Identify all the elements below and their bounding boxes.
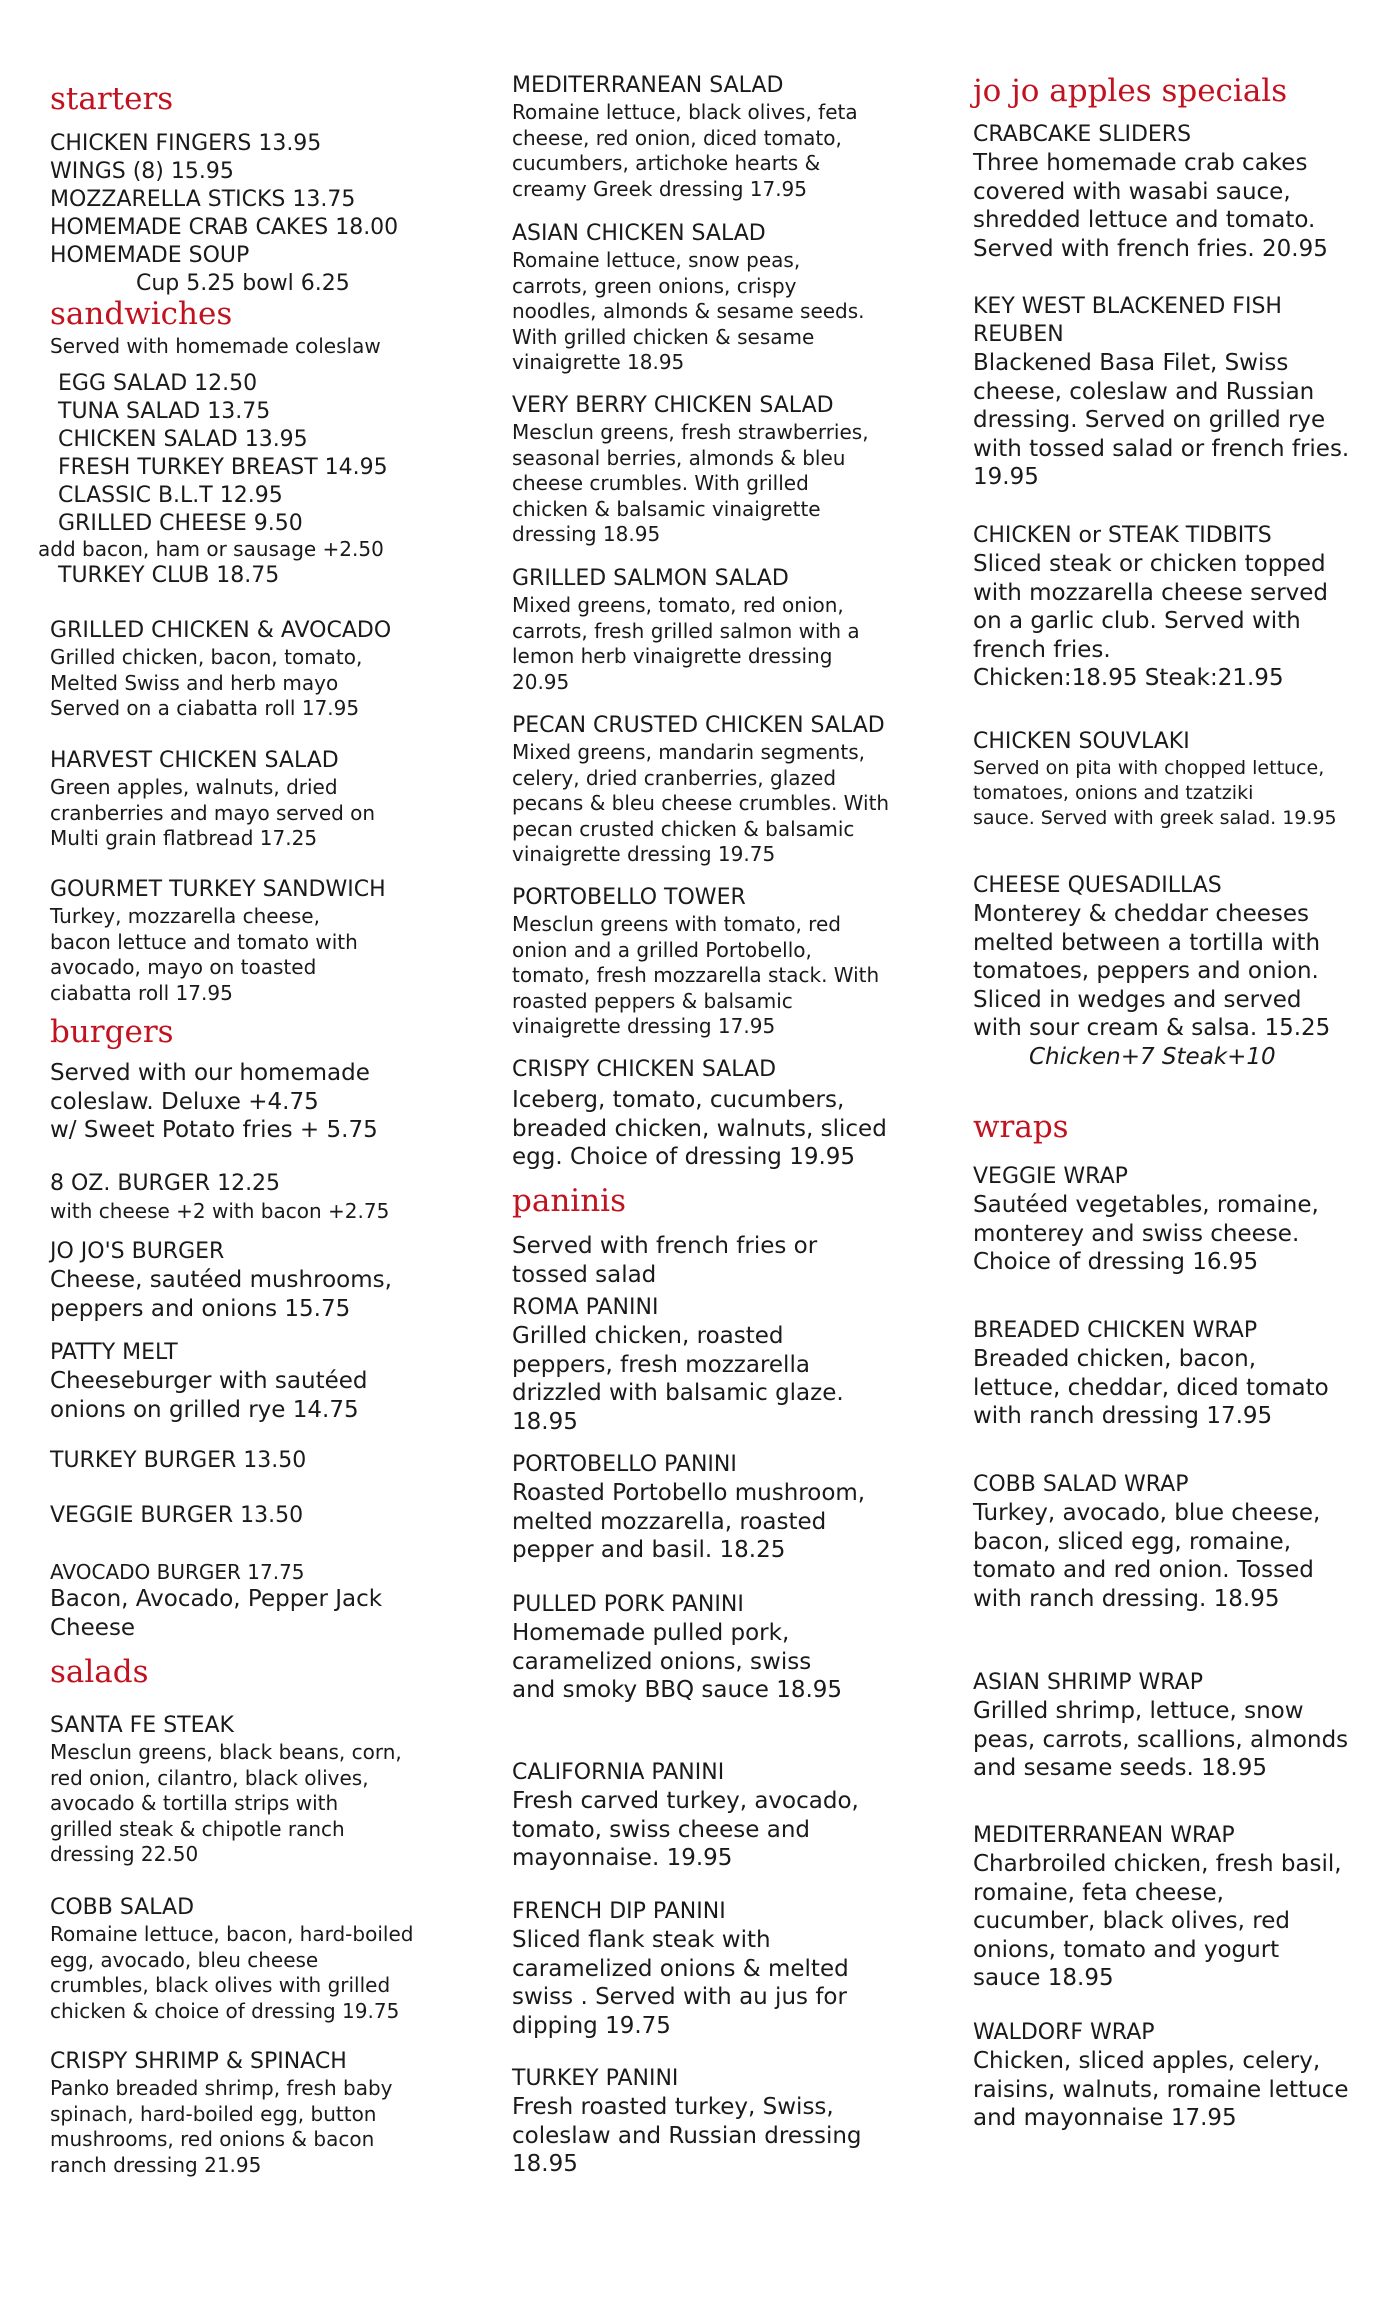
item-desc: celery, dried cranberries, glazed (512, 765, 837, 790)
item-desc: carrots, green onions, crispy (512, 273, 797, 298)
item-name: PATTY MELT (50, 1340, 178, 1365)
menu-item-mediterranean-salad (512, 72, 932, 202)
item-name: CRABCAKE SLIDERS (973, 122, 1192, 147)
soup-sizes: Cup 5.25 bowl 6.25 (136, 271, 350, 296)
item-desc: lemon herb vinaigrette dressing (512, 644, 833, 668)
item-name: VERY BERRY CHICKEN SALAD (512, 393, 834, 418)
item-desc: and mayonnaise 17.95 (973, 2105, 1237, 2131)
item-desc: Roasted Portobello mushroom, (512, 1480, 866, 1506)
item-desc: Chicken, sliced apples, celery, (973, 2048, 1321, 2074)
item-desc: pepper and basil. 18.25 (512, 1537, 786, 1563)
item-desc: tomato, fresh mozzarella stack. With (512, 963, 880, 987)
item-desc: with ranch dressing. 18.95 (973, 1585, 1280, 1612)
item-desc: cheese, coleslaw and Russian (973, 378, 1315, 405)
item-name: KEY WEST BLACKENED FISH (973, 294, 1282, 319)
item-desc: cucumber, black olives, red (973, 1908, 1290, 1934)
menu-item-chicken-souvlaki (973, 728, 1393, 831)
item-name: COBB SALAD WRAP (973, 1472, 1189, 1497)
item-desc: Mesclun greens, fresh strawberries, (512, 420, 869, 444)
item-desc: with ranch dressing 17.95 (973, 1403, 1273, 1429)
item-name: CHICKEN SOUVLAKI (973, 729, 1190, 754)
menu-item-turkey-club: TURKEY CLUB 18.75 (58, 563, 280, 588)
item-desc: Grilled chicken, bacon, tomato, (50, 645, 363, 669)
menu-item: EGG SALAD 12.50 (58, 371, 258, 396)
item-desc: avocado, mayo on toasted (50, 955, 317, 979)
item-desc: cheese crumbles. With grilled (512, 471, 809, 495)
item-name: GRILLED CHICKEN & AVOCADO (50, 618, 392, 643)
menu-item-cheese-quesadillas (973, 872, 1393, 1071)
item-desc: 18.95 (512, 2151, 578, 2177)
menu-item-pulled-pork-panini (512, 1591, 932, 1705)
item-desc: Romaine lettuce, bacon, hard-boiled (50, 1922, 414, 1946)
item-desc: Romaine lettuce, black olives, feta (512, 100, 858, 124)
item-desc: pecans & bleu cheese crumbles. With (512, 791, 890, 815)
intro-line: Served with our homemade (50, 1060, 370, 1086)
section-heading-specials: jo jo apples specials (973, 73, 1288, 109)
menu-item-waldorf-wrap (973, 2019, 1393, 2133)
item-desc: sauce 18.95 (973, 1965, 1114, 1991)
item-desc: onions, tomato and yogurt (973, 1936, 1280, 1963)
item-name: PORTOBELLO TOWER (512, 885, 746, 910)
item-desc: Sliced in wedges and served (973, 986, 1302, 1013)
item-desc: raisins, walnuts, romaine lettuce (973, 2076, 1349, 2103)
item-desc: cranberries and mayo served on (50, 800, 376, 825)
item-desc: mushrooms, red onions & bacon (50, 2127, 375, 2151)
menu-item-key-west-reuben (973, 293, 1393, 492)
item-desc: noodles, almonds & sesame seeds. (512, 299, 865, 323)
item-desc: dipping 19.75 (512, 2012, 671, 2039)
item-desc: bacon, sliced egg, romaine, (973, 1528, 1292, 1555)
section-heading-wraps: wraps (973, 1109, 1069, 1145)
menu-item-cobb-salad-wrap (973, 1471, 1393, 1613)
item-name: VEGGIE WRAP (973, 1164, 1128, 1189)
item-desc: Romaine lettuce, snow peas, (512, 248, 801, 272)
menu-item-avocado-burger: AVOCADO BURGER 17.75 (50, 1560, 305, 1584)
item-desc: peppers and onions 15.75 (50, 1295, 351, 1322)
item-desc: tomatoes, onions and tzatziki (973, 782, 1254, 804)
item-desc: tomatoes, peppers and onion. (973, 958, 1319, 984)
item-name: COBB SALAD (50, 1895, 195, 1920)
item-name: FRENCH DIP PANINI (512, 1899, 726, 1924)
item-desc: Mesclun greens, black beans, corn, (50, 1740, 402, 1764)
item-desc: Turkey, mozzarella cheese, (50, 904, 320, 928)
menu-item: CLASSIC B.L.T 12.95 (58, 483, 283, 508)
item-desc: Grilled shrimp, lettuce, snow (973, 1698, 1304, 1724)
item-desc: red onion, cilantro, black olives, (50, 1765, 369, 1790)
item-desc: and sesame seeds. 18.95 (973, 1755, 1267, 1781)
item-name: TURKEY PANINI (512, 2066, 679, 2091)
item-name: REUBEN (973, 322, 1064, 347)
item-name: BREADED CHICKEN WRAP (973, 1318, 1258, 1343)
item-desc: Iceberg, tomato, cucumbers, (512, 1087, 845, 1113)
sandwiches-note: Served with homemade coleslaw (50, 334, 381, 358)
item-name: PULLED PORK PANINI (512, 1592, 744, 1617)
item-desc: Fresh carved turkey, avocado, (512, 1788, 859, 1814)
section-heading-salads: salads (50, 1654, 149, 1690)
item-name: CALIFORNIA PANINI (512, 1760, 725, 1785)
item-desc: 20.95 (512, 669, 570, 694)
item-desc: With grilled chicken & sesame (512, 324, 815, 349)
burgers-intro (50, 1059, 470, 1145)
item-desc: Turkey, avocado, blue cheese, (973, 1500, 1321, 1526)
menu-item-breaded-chicken-wrap (973, 1317, 1393, 1431)
paninis-intro (512, 1232, 932, 1289)
item-name: GOURMET TURKEY SANDWICH (50, 877, 386, 902)
item-desc: monterey and swiss cheese. (973, 1220, 1300, 1247)
menu-item-patty-melt (50, 1339, 470, 1424)
item-desc: peas, carrots, scallions, almonds (973, 1726, 1349, 1753)
item-desc: seasonal berries, almonds & bleu (512, 445, 846, 470)
menu-item-veggie-burger: VEGGIE BURGER 13.50 (50, 1503, 304, 1528)
intro-line: tossed salad (512, 1261, 657, 1288)
item-desc: covered with wasabi sauce, (973, 178, 1291, 205)
item-desc: Sliced steak or chicken topped (973, 551, 1326, 577)
menu-item-asian-shrimp-wrap (973, 1669, 1393, 1783)
item-desc: caramelized onions & melted (512, 1955, 849, 1982)
item-desc: dressing. Served on grilled rye (973, 407, 1326, 433)
item-name: CRISPY SHRIMP & SPINACH (50, 2049, 347, 2074)
menu-item: WINGS (8) 15.95 (50, 159, 234, 184)
menu-item-veggie-wrap (973, 1163, 1393, 1277)
menu-item-portobello-panini (512, 1451, 932, 1565)
menu-item: MOZZARELLA STICKS 13.75 (50, 187, 356, 212)
menu-item-harvest-chicken-salad (50, 747, 470, 852)
menu-item-roma-panini (512, 1294, 932, 1436)
item-name: MEDITERRANEAN WRAP (973, 1823, 1235, 1848)
item-name: ASIAN CHICKEN SALAD (512, 221, 766, 246)
item-desc: peppers, fresh mozzarella (512, 1351, 810, 1378)
item-desc: vinaigrette 18.95 (512, 350, 685, 374)
item-desc: vinaigrette dressing 17.95 (512, 1014, 776, 1038)
item-desc: romaine, feta cheese, (973, 1879, 1224, 1906)
item-desc: Fresh roasted turkey, Swiss, (512, 2094, 834, 2120)
menu-item: HOMEMADE SOUP (50, 243, 250, 268)
item-desc: cucumbers, artichoke hearts & (512, 151, 821, 175)
item-desc: Multi grain flatbread 17.25 (50, 826, 318, 850)
item-desc: ciabatta roll 17.95 (50, 980, 233, 1005)
section-heading-paninis: paninis (512, 1183, 626, 1219)
menu-item-crispy-chicken-salad (512, 1056, 932, 1172)
intro-line: Served with french fries or (512, 1233, 818, 1259)
item-desc: Served on a ciabatta roll 17.95 (50, 696, 360, 720)
item-desc: vinaigrette dressing 19.75 (512, 842, 776, 866)
menu-item: CHICKEN FINGERS 13.95 (50, 131, 322, 156)
item-name: PORTOBELLO PANINI (512, 1452, 737, 1477)
item-desc: Mixed greens, tomato, red onion, (512, 593, 844, 617)
menu-item-mediterranean-wrap (973, 1822, 1393, 1993)
item-desc: Sliced flank steak with (512, 1927, 771, 1953)
item-desc: tomato, swiss cheese and (512, 1816, 811, 1843)
menu-item-turkey-burger: TURKEY BURGER 13.50 (50, 1448, 307, 1473)
item-desc: onion and a grilled Portobello, (512, 937, 812, 962)
item-desc: Cheeseburger with sautéed (50, 1368, 368, 1394)
item-desc: onions on grilled rye 14.75 (50, 1396, 359, 1423)
starters-list (50, 130, 470, 298)
menu-item-french-dip-panini (512, 1898, 932, 2040)
item-desc: caramelized onions, swiss (512, 1648, 812, 1675)
item-desc: on a garlic club. Served with (973, 608, 1301, 634)
item-name: WALDORF WRAP (973, 2020, 1155, 2045)
menu-item-tidbits (973, 522, 1393, 693)
item-desc: with tossed salad or french fries. (973, 435, 1350, 462)
item-desc: Breaded chicken, bacon, (973, 1346, 1257, 1372)
item-desc: bacon lettuce and tomato with (50, 929, 358, 954)
item-name: CHICKEN or STEAK TIDBITS (973, 523, 1272, 548)
avocado-burger-desc (50, 1585, 470, 1642)
item-desc: crumbles, black olives with grilled (50, 1973, 391, 1997)
item-desc: melted between a tortilla with (973, 929, 1321, 956)
item-desc: Three homemade crab cakes (973, 150, 1308, 176)
item-desc: swiss . Served with au jus for (512, 1984, 847, 2010)
menu-item-pecan-crusted-chicken-salad (512, 712, 932, 868)
item-name: PECAN CRUSTED CHICKEN SALAD (512, 713, 885, 738)
burger-addon: with cheese +2 with bacon +2.75 (50, 1199, 390, 1223)
item-name: ASIAN SHRIMP WRAP (973, 1670, 1203, 1695)
menu-item-very-berry-chicken-salad (512, 392, 932, 548)
item-desc: Mesclun greens with tomato, red (512, 912, 841, 936)
item-desc: egg. Choice of dressing 19.95 (512, 1144, 856, 1170)
item-desc: carrots, fresh grilled salmon with a (512, 618, 860, 643)
item-desc: with sour cream & salsa. 15.25 (973, 1015, 1331, 1041)
item-desc: Blackened Basa Filet, Swiss (973, 350, 1289, 376)
item-desc: Bacon, Avocado, Pepper Jack (50, 1586, 383, 1612)
item-desc: mayonnaise. 19.95 (512, 1845, 733, 1871)
item-desc: french fries. (973, 636, 1111, 663)
item-desc: 19.95 (973, 464, 1039, 490)
sandwiches-list (58, 370, 478, 538)
item-desc: Monterey & cheddar cheeses (973, 901, 1310, 927)
menu-item-jojos-burger (50, 1238, 470, 1323)
item-desc: creamy Greek dressing 17.95 (512, 176, 808, 201)
item-name: JO JO'S BURGER (50, 1239, 225, 1264)
menu-item: GRILLED CHEESE 9.50 (58, 511, 303, 536)
section-heading-sandwiches: sandwiches (50, 296, 233, 332)
item-name: CHEESE QUESADILLAS (973, 873, 1222, 898)
menu-item-cobb-salad (50, 1894, 470, 2024)
menu-item-turkey-panini (512, 2065, 932, 2179)
item-desc: Mixed greens, mandarin segments, (512, 740, 865, 764)
item-desc: Cheese (50, 1614, 136, 1641)
item-desc: lettuce, cheddar, diced tomato (973, 1374, 1329, 1401)
item-desc: Served on pita with chopped lettuce, (973, 757, 1325, 779)
item-desc: 18.95 (512, 1408, 578, 1435)
menu-item-california-panini (512, 1759, 932, 1873)
item-desc: grilled steak & chipotle ranch (50, 1816, 345, 1841)
item-desc: cheese, red onion, diced tomato, (512, 125, 842, 150)
item-name: GRILLED SALMON SALAD (512, 566, 789, 591)
menu-item: TUNA SALAD 13.75 (58, 399, 271, 424)
item-desc: chicken & balsamic vinaigrette (512, 496, 821, 521)
item-desc: shredded lettuce and tomato. (973, 207, 1316, 233)
intro-line: w/ Sweet Potato fries + 5.75 (50, 1117, 378, 1143)
menu-item-portobello-tower (512, 884, 932, 1040)
item-desc: roasted peppers & balsamic (512, 988, 793, 1013)
item-desc: Choice of dressing 16.95 (973, 1249, 1259, 1275)
item-desc: Served with french fries. 20.95 (973, 235, 1328, 262)
item-desc: drizzled with balsamic glaze. (512, 1380, 844, 1406)
item-desc: avocado & tortilla strips with (50, 1791, 339, 1815)
item-name: HARVEST CHICKEN SALAD (50, 748, 339, 773)
item-name: MEDITERRANEAN SALAD (512, 73, 784, 98)
item-desc: coleslaw and Russian dressing (512, 2122, 862, 2149)
item-desc: Chicken:18.95 Steak:21.95 (973, 665, 1284, 691)
item-desc: tomato and red onion. Tossed (973, 1557, 1314, 1583)
menu-item: CHICKEN SALAD 13.95 (58, 427, 308, 452)
item-desc: with mozzarella cheese served (973, 579, 1329, 606)
sandwiches-addon: add bacon, ham or sausage +2.50 (38, 537, 384, 561)
intro-line: coleslaw. Deluxe +4.75 (50, 1088, 319, 1115)
item-desc: dressing 22.50 (50, 1842, 199, 1866)
menu-item-asian-chicken-salad (512, 220, 932, 376)
item-desc: Charbroiled chicken, fresh basil, (973, 1851, 1342, 1877)
section-heading-burgers: burgers (50, 1014, 174, 1050)
item-desc: Grilled chicken, roasted (512, 1323, 784, 1349)
item-desc: pecan crusted chicken & balsamic (512, 816, 855, 841)
menu-item-santa-fe-steak (50, 1712, 470, 1868)
item-name: CRISPY CHICKEN SALAD (512, 1057, 777, 1082)
menu-item-grilled-salmon-salad (512, 565, 932, 695)
item-desc: and smoky BBQ sauce 18.95 (512, 1677, 843, 1703)
item-desc: egg, avocado, bleu cheese (50, 1947, 319, 1972)
item-name: ROMA PANINI (512, 1295, 659, 1320)
menu-item: FRESH TURKEY BREAST 14.95 (58, 455, 388, 480)
quesadillas-addon: Chicken+7 Steak+10 (1029, 1043, 1276, 1070)
item-desc: Homemade pulled pork, (512, 1620, 790, 1646)
menu-item: HOMEMADE CRAB CAKES 18.00 (50, 215, 399, 240)
item-desc: Green apples, walnuts, dried (50, 775, 338, 799)
item-desc: sauce. Served with greek salad. 19.95 (973, 807, 1337, 829)
item-desc: breaded chicken, walnuts, sliced (512, 1115, 887, 1142)
menu-item-8oz-burger: 8 OZ. BURGER 12.25 (50, 1171, 281, 1196)
section-heading-starters: starters (50, 81, 174, 117)
item-desc: Sautéed vegetables, romaine, (973, 1192, 1319, 1218)
item-desc: Panko breaded shrimp, fresh baby (50, 2076, 393, 2100)
item-desc: spinach, hard-boiled egg, button (50, 2101, 377, 2126)
item-desc: Melted Swiss and herb mayo (50, 670, 339, 695)
item-desc: Cheese, sautéed mushrooms, (50, 1267, 392, 1293)
item-desc: chicken & choice of dressing 19.75 (50, 1998, 400, 2023)
menu-item-crispy-shrimp-spinach (50, 2048, 470, 2178)
menu-item-gourmet-turkey-sandwich (50, 876, 470, 1006)
menu-item-grilled-chicken-avocado (50, 617, 470, 722)
item-desc: ranch dressing 21.95 (50, 2152, 262, 2177)
menu-item-crabcake-sliders (973, 121, 1393, 263)
item-name: SANTA FE STEAK (50, 1713, 234, 1738)
item-desc: dressing 18.95 (512, 522, 661, 546)
item-desc: melted mozzarella, roasted (512, 1508, 827, 1535)
